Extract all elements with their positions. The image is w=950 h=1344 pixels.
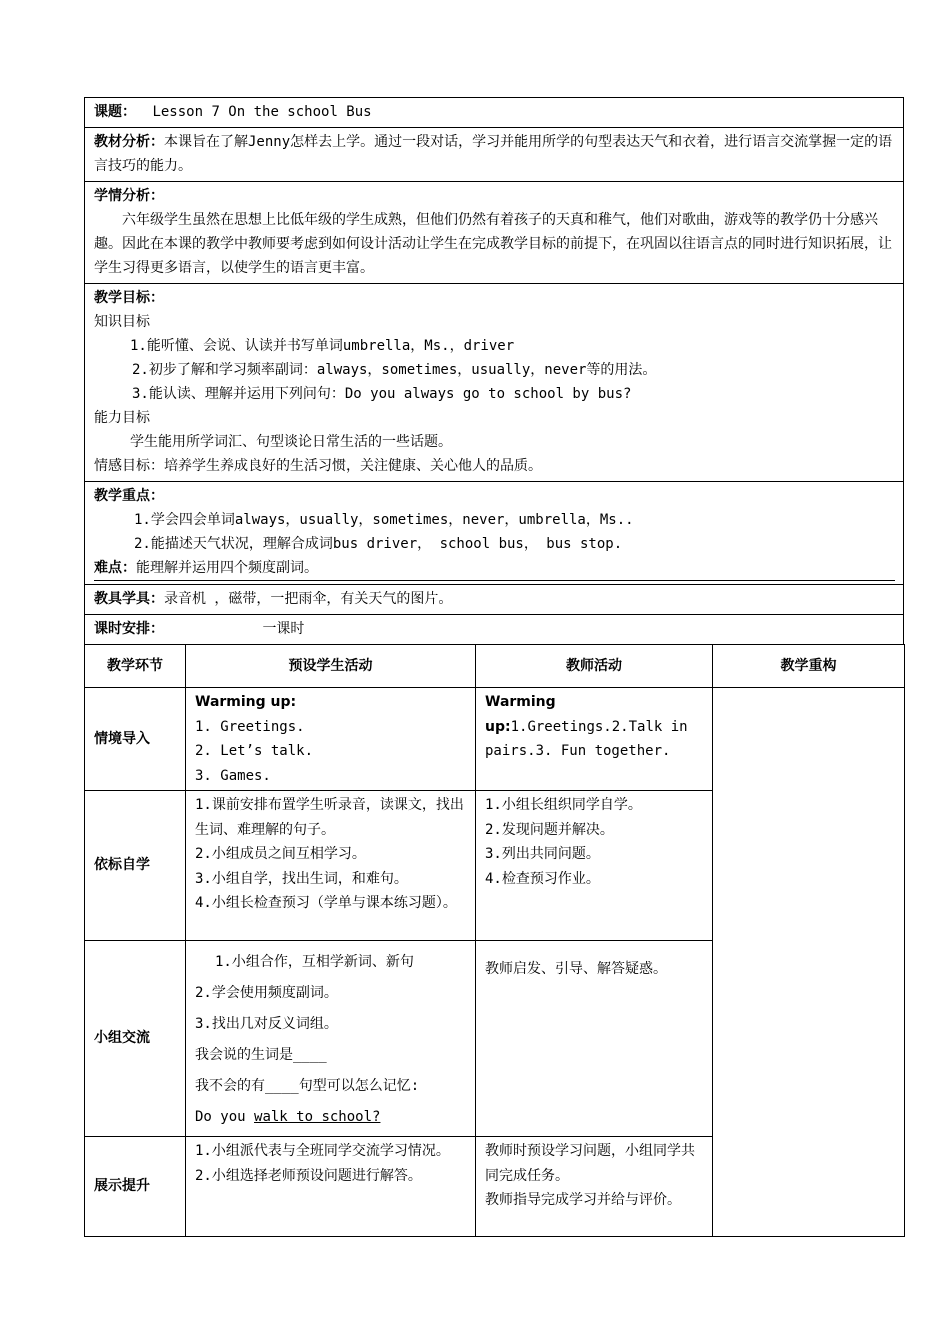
activity-table [84, 644, 905, 1237]
student-item: 2.学会使用频度副词。 [195, 985, 338, 1001]
ability-text: 学生能用所学词汇、句型谈论日常生活的一些话题。 [130, 434, 452, 450]
teacher-warmup-up: up: [485, 718, 511, 735]
material-label: 教材分析： [94, 134, 164, 150]
student-item: 1. Greetings. [195, 718, 305, 735]
tools-text: 录音机 ，磁带，一把雨伞，有关天气的图片。 [164, 591, 453, 607]
stage-cell: 展示提升 [85, 1137, 186, 1237]
question-underlined: walk to school? [254, 1109, 381, 1125]
student-item [195, 1102, 466, 1133]
tools-row [84, 584, 904, 614]
knowledge-item: 3.能认读、理解并运用下列问句：Do you always go to school by bus? [132, 386, 632, 402]
teacher-item: 教师指导完成学习并给与评价。 [485, 1192, 681, 1208]
key-row [84, 481, 904, 584]
topic-row [84, 97, 904, 127]
rebuild-cell [713, 688, 905, 1237]
learner-row [84, 181, 904, 283]
table-header-row [85, 645, 905, 688]
key-point: 2.能描述天气状况，理解合成词bus driver， school bus， bus stop. [134, 536, 623, 552]
knowledge-item: 2.初步了解和学习频率副词：always，sometimes，usually，never等的用法。 [132, 362, 657, 378]
student-item: 4.小组长检查预习（学单与课本练习题）。 [195, 895, 457, 911]
teacher-item: 教师启发、引导、解答疑惑。 [485, 961, 667, 977]
goals-row [84, 283, 904, 481]
teacher-warmup-items: 1.Greetings.2.Talk in pairs.3. Fun together. [485, 718, 688, 759]
material-row [84, 127, 904, 181]
stage-cell: 情境导入 [85, 688, 186, 791]
header-rebuild: 教学重构 [713, 645, 905, 688]
goals-label: 教学目标： [94, 290, 164, 306]
lesson-plan [84, 97, 904, 1237]
header-stage: 教学环节 [85, 645, 186, 688]
student-item: 我会说的生词是____ [195, 1047, 327, 1063]
stage-cell: 依标自学 [85, 791, 186, 941]
student-item: 1.课前安排布置学生听录音，读课文，找出生词、难理解的句子。 [195, 797, 464, 838]
topic-value: Lesson 7 On the school Bus [152, 104, 372, 120]
question-prefix: Do you [195, 1109, 255, 1125]
emotion-text: 情感目标：培养学生养成良好的生活习惯，关注健康、关心他人的品质。 [94, 458, 542, 474]
warmup-title: Warming up: [195, 694, 297, 710]
student-cell [186, 941, 476, 1137]
ability-label: 能力目标 [94, 410, 150, 426]
student-item: 1.小组派代表与全班同学交流学习情况。 [195, 1143, 450, 1159]
learner-text: 六年级学生虽然在思想上比低年级的学生成熟，但他们仍然有着孩子的天真和稚气，他们对歌曲，游戏等的教学仍十分感兴趣。因此在本课的教学中教师要考虑到如何设计活动让学生在完成教学目标的前提下，在巩固以往语言点的同时进行知识拓展，让学生习得更多语言，以使学生的语言更丰富。 [94, 212, 892, 276]
student-item: 2.小组选择老师预设问题进行解答。 [195, 1167, 422, 1184]
teacher-cell [476, 1137, 713, 1237]
tools-label: 教具学具： [94, 591, 164, 607]
student-item: 3. Games. [195, 767, 271, 784]
schedule-row [84, 614, 904, 644]
student-item: 2.小组成员之间互相学习。 [195, 846, 366, 862]
student-item: 2. Let’s talk. [195, 743, 314, 759]
teacher-item: 3.列出共同问题。 [485, 846, 600, 862]
teacher-cell [476, 941, 713, 1137]
difficulty-line [94, 556, 895, 581]
student-item: 3.小组自学，找出生词，和难句。 [195, 870, 408, 887]
student-cell [186, 1137, 476, 1237]
key-label: 教学重点： [94, 488, 164, 504]
student-item: 1.小组合作，互相学新词、新句 [215, 954, 414, 970]
knowledge-label: 知识目标 [94, 314, 150, 330]
teacher-item: 2.发现问题并解决。 [485, 821, 614, 838]
teacher-cell [476, 688, 713, 791]
header-teacher: 教师活动 [476, 645, 713, 688]
student-item: 我不会的有____句型可以怎么记忆: [195, 1078, 420, 1094]
topic-label: 课题： [94, 104, 136, 120]
teacher-item: 4.检查预习作业。 [485, 870, 600, 887]
header-student: 预设学生活动 [186, 645, 476, 688]
difficulty-label: 难点： [94, 560, 136, 576]
material-text: 本课旨在了解Jenny怎样去上学。通过一段对话，学习并能用所学的句型表达天气和衣着，进行语言交流掌握一定的语言技巧的能力。 [94, 134, 893, 174]
table-row [85, 688, 905, 791]
schedule-label: 课时安排： [94, 621, 164, 637]
teacher-warmup-title: Warming [485, 694, 556, 710]
key-point: 1.学会四会单词always，usually，sometimes，never，umbrella，Ms.. [134, 512, 634, 528]
stage-cell: 小组交流 [85, 941, 186, 1137]
student-cell [186, 791, 476, 941]
student-item: 3.找出几对反义词组。 [195, 1016, 338, 1032]
schedule-text: 一课时 [262, 621, 305, 637]
student-cell [186, 688, 476, 791]
learner-label: 学情分析： [94, 188, 164, 204]
teacher-cell [476, 791, 713, 941]
difficulty-text: 能理解并运用四个频度副词。 [136, 560, 318, 576]
teacher-warmup-text [485, 715, 703, 764]
teacher-item: 1.小组长组织同学自学。 [485, 797, 642, 813]
knowledge-item: 1.能听懂、会说、认读并书写单词umbrella，Ms.，driver [130, 338, 515, 354]
teacher-item: 教师时预设学习问题，小组同学共同完成任务。 [485, 1143, 695, 1184]
